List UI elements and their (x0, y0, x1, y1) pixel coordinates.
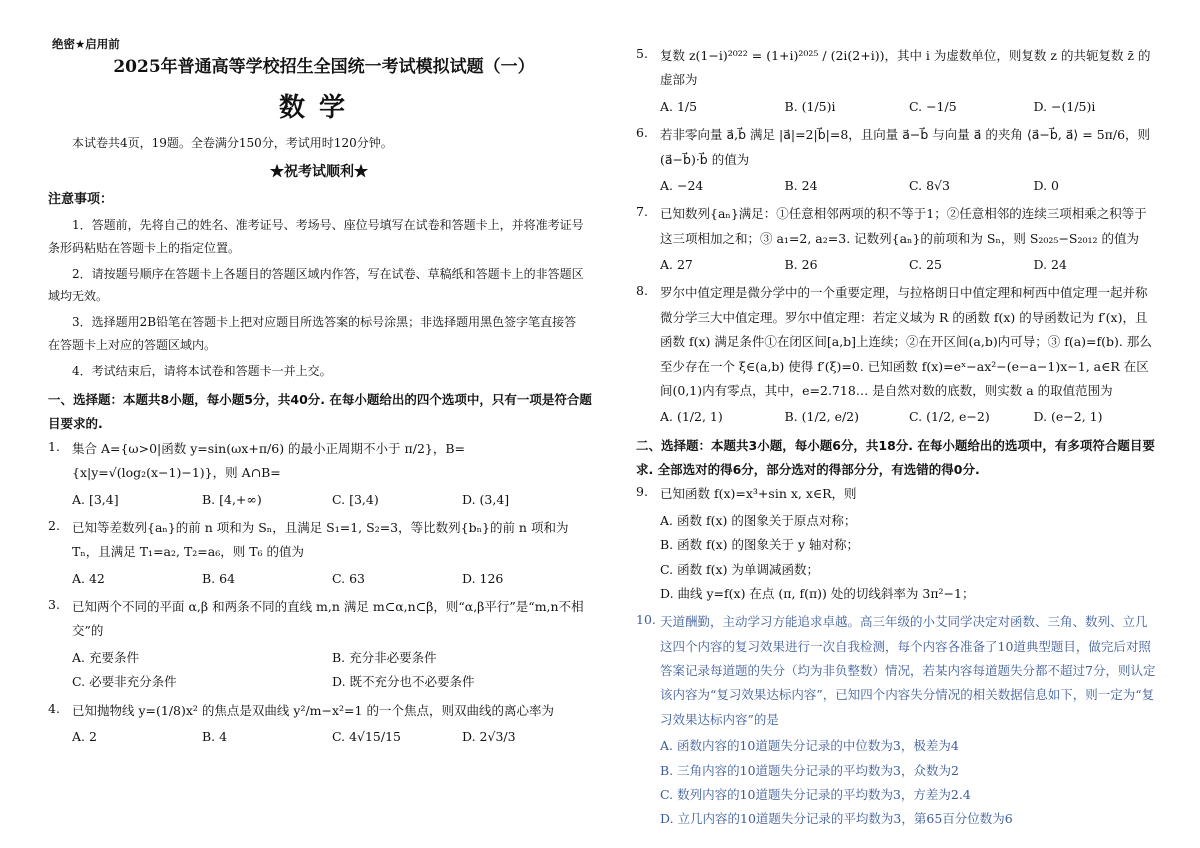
answer-option: C. 63 (332, 570, 365, 586)
question-10 (636, 610, 1158, 831)
question-number: 4. (48, 700, 60, 716)
option-list (660, 174, 1158, 198)
answer-option: D. 立几内容的10道题失分记录的平均数为3，第65百分位数为6 (660, 811, 1013, 827)
exam-intro: 本试卷共4页，19题。全卷满分150分，考试用时120分钟。 (72, 136, 393, 150)
section1-heading: 一、选择题：本题共8小题，每小题5分，共40分. 在每小题给出的四个选项中，只有一项是符合题目要求的. (48, 392, 592, 432)
question-stem: 已知函数 f(x)=x³+sin x, x∈R，则 (660, 486, 857, 502)
answer-option: B. (1/5)i (784, 98, 836, 114)
answer-option: D. 既不充分也不必要条件 (332, 674, 475, 690)
option-list (72, 488, 592, 512)
answer-option: C. [3,4) (332, 491, 379, 507)
answer-option: A. −24 (660, 177, 704, 193)
answer-option: C. 4√15/15 (332, 728, 402, 744)
question-stem: 天道酬勤，主动学习方能追求卓越。高三年级的小艾同学决定对函数、三角、数列、立几这四个内容的复习效果进行一次自我检测，每个内容各准备了10道典型题目，做完后对照答案记录每道题的失分（均为非负整数）情况，若某内容每道题失分都不超过7分，则认定该内容为“复习效果达标内容”，已知四个内容失分情况的相关数据信息如下，则一定为“复习效果达标内容”的是 (660, 614, 1156, 727)
answer-option: D. 2√3/3 (462, 728, 516, 744)
answer-option: A. 2 (72, 728, 97, 744)
question-number: 10. (636, 612, 656, 628)
question-item (636, 44, 1158, 119)
section2-heading: 二、选择题：本题共3小题，每小题6分，共18分. 在每小题给出的选项中，有多项符合题目要求. 全部选对的得6分，部分选对的得部分分，有选错的得0分. (636, 437, 1155, 477)
option-list (660, 95, 1158, 119)
question-stem: 罗尔中值定理是微分学中的一个重要定理，与拉格朗日中值定理和柯西中值定理一起并称微分学三大中值定理。罗尔中值定理：若定义域为 R 的函数 f(x) 的导函数记为 f′(x)，且函数 f(x) 满足条件①在闭区间[a,b]上连续；②在开区间(a,b)内可导；③ f(a)=f(b). 那么至少存在一个 ξ∈(a,b) 使得 f′(ξ)=0. 已知函数 f(x)=eˣ−ax²−(e−a−1)x−1, a∈R 在区间(0,1)内有零点，其中，e=2.718… 是自然对数的底数，则实数 a 的取值范围为 (660, 285, 1152, 398)
answer-option: B. [4,+∞) (202, 491, 262, 507)
answer-option: C. 函数 f(x) 为单调减函数； (660, 561, 819, 577)
option-list (660, 253, 1158, 277)
notice-item: 4．考试结束后，请将本试卷和答题卡一并上交。 (72, 363, 332, 378)
question-number: 7. (636, 204, 648, 220)
answer-option: B. 函数 f(x) 的图象关于 y 轴对称； (660, 537, 860, 553)
question-number: 2. (48, 517, 60, 533)
answer-option: C. (1/2, e−2) (909, 409, 990, 425)
option-list (660, 405, 1158, 429)
answer-option: A. 1/5 (660, 98, 698, 114)
question-number: 5. (636, 46, 648, 61)
question-item (48, 595, 592, 695)
question-stem: 已知两个不同的平面 α,β 和两条不同的直线 m,n 满足 m⊂α,n⊂β，则“α,β平行”是“m,n不相交”的 (72, 599, 584, 639)
answer-option: A. 27 (660, 257, 693, 272)
notice-item: 1．答题前，先将自己的姓名、准考证号、考场号、座位号填写在试卷和答题卡上，并将准考证号条形码粘贴在答题卡上的指定位置。 (48, 218, 584, 255)
question-stem: 集合 A={ω>0|函数 y=sin(ωx+π/6) 的最小正周期不小于 π/2}，B={x|y=√(log₂(x−1)−1)}，则 A∩B= (72, 440, 466, 481)
confidential-mark: 绝密★启用前 (52, 37, 120, 51)
answer-option: B. 26 (784, 257, 818, 272)
answer-option: B. 64 (202, 570, 236, 586)
answer-option: D. (e−2, 1) (1033, 409, 1103, 425)
question-stem: 已知数列{aₙ}满足：①任意相邻两项的积不等于1；②任意相邻的连续三项相乘之积等于这三项相加之和；③ a₁=2, a₂=3. 记数列{aₙ}的前项和为 Sₙ，则 S₂₀₂₅−S₂₀₁₂ 的值为 (660, 206, 1147, 246)
question-item (636, 281, 1158, 429)
question-item (636, 482, 1158, 606)
answer-option: B. (1/2, e/2) (784, 409, 860, 425)
answer-option: A. (1/2, 1) (660, 409, 723, 425)
question-number: 8. (636, 283, 648, 299)
answer-option: A. 函数 f(x) 的图象关于原点对称； (660, 512, 857, 528)
notice-heading: 注意事项： (48, 192, 114, 207)
option-list (660, 509, 1158, 607)
question-stem: 已知抛物线 y=(1/8)x² 的焦点是双曲线 y²/m−x²=1 的一个焦点，则双曲线的离心率为 (72, 702, 554, 718)
option-list (72, 567, 592, 591)
left-question-list (48, 437, 592, 750)
question-9 (636, 482, 1158, 606)
notice-item: 3．选择题用2B铅笔在答题卡上把对应题目所选答案的标号涂黑；非选择题用黑色签字笔直接答在答题卡上对应的答题区域内。 (48, 315, 577, 352)
question-number: 1. (48, 438, 60, 454)
notice-item: 2．请按题号顺序在答题卡上各题目的答题区域内作答，写在试卷、草稿纸和答题卡上的非答题区域均无效。 (48, 266, 584, 304)
option-list (72, 725, 592, 749)
question-number: 3. (48, 597, 60, 612)
answer-option: D. 126 (462, 570, 504, 586)
answer-option: C. 数列内容的10道题失分记录的平均数为3，方差为2.4 (660, 786, 971, 802)
option-list (660, 734, 1158, 832)
answer-option: A. 函数内容的10道题失分记录的中位数为3，极差为4 (660, 738, 959, 754)
question-stem: 复数 z(1−i)²⁰²² = (1+i)²⁰²⁵ / (2i(2+i))，其中 i 为虚数单位，则复数 z 的共轭复数 z̄ 的虚部为 (660, 48, 1151, 88)
question-item (48, 516, 592, 591)
option-list (72, 646, 592, 695)
answer-option: B. 4 (202, 728, 228, 744)
notice-list (48, 214, 588, 386)
subject-title: 数学 (278, 93, 359, 123)
exam-title: 2025年普通高等学校招生全国统一考试模拟试题（一） (113, 57, 535, 77)
question-number: 9. (636, 484, 648, 500)
question-item (636, 123, 1158, 198)
answer-option: A. [3,4] (72, 491, 119, 507)
question-stem: 已知等差数列{aₙ}的前 n 项和为 Sₙ，且满足 S₁=1, S₂=3，等比数列{bₙ}的前 n 项和为 Tₙ，且满足 T₁=a₂, T₂=a₆，则 T₆ 的值为 (72, 519, 569, 560)
question-item (636, 610, 1158, 831)
answer-option: C. 必要非充分条件 (72, 674, 177, 690)
answer-option: B. 24 (784, 177, 818, 193)
good-luck-line: ★祝考试顺利★ (270, 164, 368, 180)
section1-block (48, 388, 592, 753)
answer-option: D. −(1/5)i (1033, 98, 1096, 114)
answer-option: D. 24 (1033, 257, 1067, 272)
question-item (636, 202, 1158, 277)
answer-option: C. 8√3 (909, 177, 950, 193)
answer-option: B. 充分非必要条件 (332, 649, 437, 665)
right-block (636, 44, 1158, 836)
right-question-list (636, 44, 1158, 430)
answer-option: D. 曲线 y=f(x) 在点 (π, f(π)) 处的切线斜率为 3π²−1； (660, 585, 975, 601)
question-item (48, 437, 592, 512)
answer-option: C. 25 (909, 257, 942, 272)
answer-option: D. 0 (1033, 177, 1059, 193)
question-stem: 若非零向量 a⃗,b⃗ 满足 |a⃗|=2|b⃗|=8，且向量 a⃗−b⃗ 与向量 a⃗ 的夹角 ⟨a⃗−b⃗, a⃗⟩ = 5π/6，则 (a⃗−b⃗)·b⃗ 的值为 (660, 127, 1151, 167)
question-item (48, 699, 592, 750)
answer-option: C. −1/5 (909, 98, 957, 114)
answer-option: A. 42 (72, 570, 105, 586)
answer-option: B. 三角内容的10道题失分记录的平均数为3，众数为2 (660, 762, 959, 778)
answer-option: A. 充要条件 (72, 649, 139, 665)
question-number: 6. (636, 125, 648, 141)
answer-option: D. (3,4] (462, 491, 510, 507)
